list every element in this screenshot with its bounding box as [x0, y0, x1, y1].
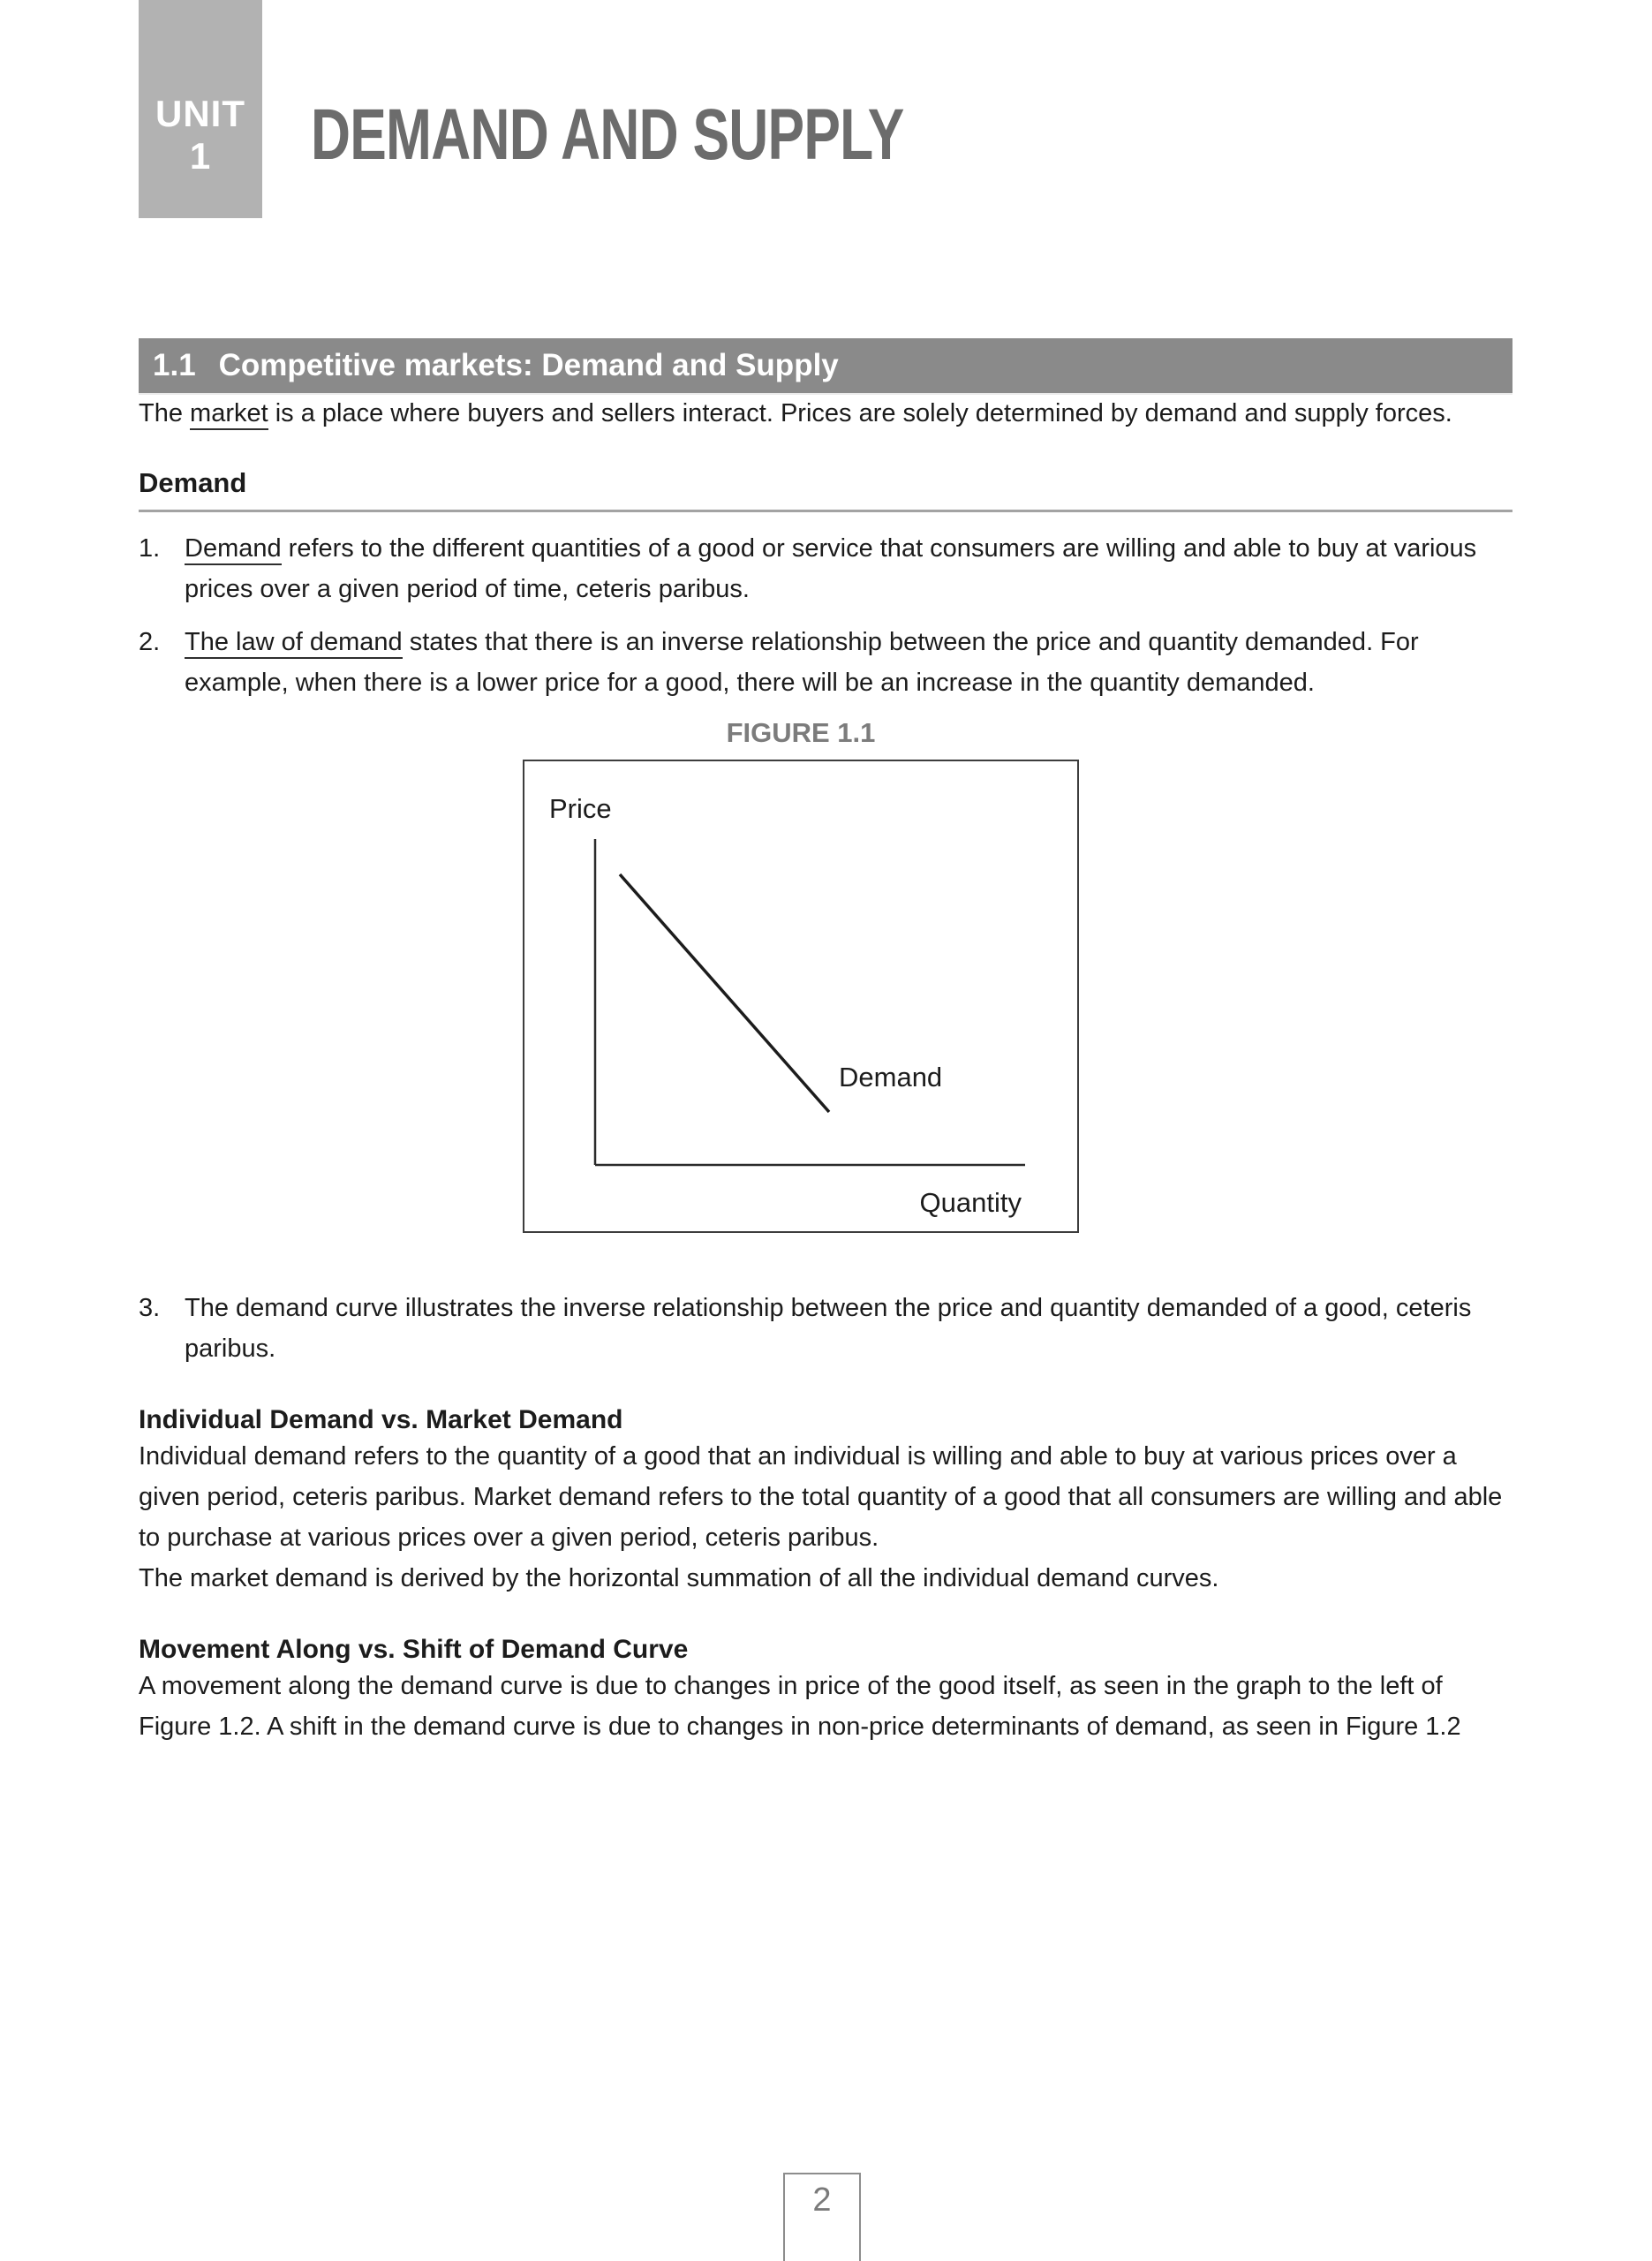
demand-heading: Demand — [139, 467, 1512, 512]
paragraph-movement-shift: A movement along the demand curve is due to changes in price of the good itself, as seen in the graph to the left of Figure 1.2. A shift in the demand curve is due to changes in non-price determinants of demand, as seen in Figure 1.2 — [139, 1672, 1461, 1741]
list-item-2 — [139, 622, 1512, 703]
unit-number: 1 — [189, 134, 212, 177]
list-item-3 — [139, 1288, 1512, 1369]
list-item-1 — [139, 528, 1512, 609]
item-3-number: 3. — [139, 1294, 161, 1322]
item-2-rest: states that there is an inverse relationship between the price and quantity demanded. For example, when there is a lower price for a good, there will be an increase in the quantity demanded. — [185, 628, 1419, 697]
item-3-text: The demand curve illustrates the inverse relationship between the price and quantity demanded of a good, ceteris paribus. — [185, 1294, 1472, 1363]
section-header-bar — [139, 338, 1512, 393]
item-2-underlined-term: The law of demand — [185, 628, 403, 659]
figure-1-1 — [523, 717, 1079, 1233]
page-number: 2 — [812, 2182, 832, 2219]
intro-rest: is a place where buyers and sellers interact. Prices are solely determined by demand and supply forces. — [268, 399, 1452, 427]
content-column — [139, 0, 1512, 1747]
demand-curve-diagram — [524, 761, 1077, 1231]
intro-pre: The — [139, 399, 191, 427]
demand-list — [139, 528, 1512, 703]
unit-label: UNIT — [155, 93, 245, 135]
item-1-rest: refers to the different quantities of a good or service that consumers are willing and able to buy at various prices over a given period of time, ceteris paribus. — [185, 534, 1477, 603]
subheading-individual-vs-market: Individual Demand vs. Market Demand — [139, 1405, 623, 1434]
quantity-axis-label: Quantity — [919, 1187, 1022, 1218]
page-number-box — [783, 2173, 861, 2261]
figure-caption: FIGURE 1.1 — [726, 717, 876, 748]
item-1-underlined-term: Demand — [185, 534, 282, 565]
item-1-text — [185, 528, 1512, 609]
item-2-text — [185, 622, 1512, 703]
page-title-text: DEMAND AND SUPPLY — [311, 95, 904, 175]
subheading-movement-vs-shift: Movement Along vs. Shift of Demand Curve — [139, 1635, 689, 1664]
paragraph-individual-market: Individual demand refers to the quantity of a good that an individual is willing and able to buy at various prices over a given period, ceteris paribus. Market demand refers to the total quantity of a good that all consumers are willing and able to purchase at various prices over a given period, ceteris paribus. — [139, 1442, 1503, 1552]
item-2-number: 2. — [139, 628, 161, 656]
item-1-number: 1. — [139, 534, 161, 563]
section-title: Competitive markets: Demand and Supply — [218, 348, 839, 382]
section-number: 1.1 — [153, 348, 196, 382]
price-axis-label: Price — [549, 793, 612, 824]
intro-paragraph — [139, 393, 1512, 434]
figure-box — [523, 760, 1079, 1233]
paragraph-market-demand-derivation: The market demand is derived by the horizontal summation of all the individual demand curves. — [139, 1564, 1219, 1592]
market-underlined-term: market — [190, 399, 268, 430]
demand-curve-line — [620, 874, 829, 1112]
demand-curve-label: Demand — [839, 1062, 943, 1093]
